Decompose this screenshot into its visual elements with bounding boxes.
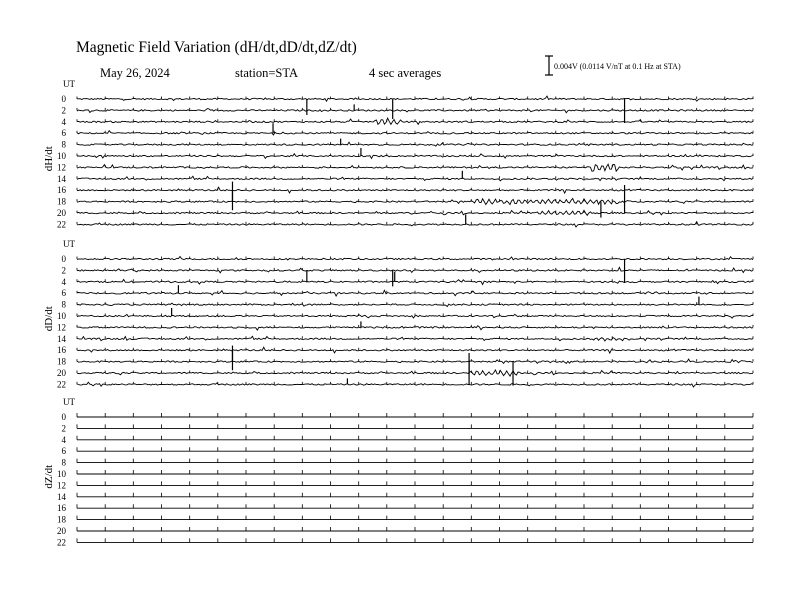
hour-label: 12: [57, 162, 66, 173]
hour-label: 2: [61, 105, 66, 116]
hour-label: 6: [61, 288, 66, 299]
chart-averaging: 4 sec averages: [369, 66, 442, 80]
trace-ticks: [77, 504, 753, 508]
hour-label: 14: [57, 333, 66, 344]
hour-label: 12: [57, 322, 66, 333]
hour-label: 16: [57, 503, 66, 514]
hour-label: 8: [61, 139, 66, 150]
trace-line: [77, 118, 753, 124]
hour-label: 20: [57, 208, 66, 218]
hour-label: 14: [57, 491, 66, 502]
hour-label: 10: [57, 469, 66, 479]
trace-ticks: [77, 413, 753, 417]
hour-label: 18: [57, 514, 66, 525]
trace-ticks: [77, 436, 753, 440]
hour-label: 4: [61, 276, 66, 287]
panel-ylabel: dD/dt: [43, 306, 55, 332]
trace-ticks: [77, 516, 753, 520]
trace-ticks: [77, 481, 753, 485]
panel-dD-dt: [43, 239, 753, 389]
hour-label: 6: [61, 128, 66, 139]
hour-label: 18: [57, 356, 66, 367]
ut-label: UT: [63, 397, 75, 407]
hour-label: 2: [61, 423, 66, 434]
hour-label: 0: [61, 94, 66, 104]
hour-label: 12: [57, 480, 66, 491]
trace-ticks: [77, 493, 753, 497]
chart-date: May 26, 2024: [100, 66, 170, 80]
trace-ticks: [77, 538, 753, 542]
hour-label: 10: [57, 311, 66, 321]
panel-ylabel: dZ/dt: [43, 464, 55, 489]
scale-bar: [545, 56, 681, 75]
panel-ylabel: dH/dt: [43, 146, 55, 172]
hour-label: 16: [57, 185, 66, 196]
hour-label: 8: [61, 457, 66, 468]
hour-label: 18: [57, 196, 66, 207]
panel-dH-dt: [43, 79, 753, 229]
hour-label: 0: [61, 254, 66, 264]
trace-ticks: [77, 527, 753, 531]
ut-label: UT: [63, 79, 75, 89]
panels: [43, 79, 753, 547]
hour-label: 22: [57, 379, 66, 390]
hour-label: 8: [61, 299, 66, 310]
chart-station: station=STA: [235, 66, 298, 80]
hour-label: 10: [57, 151, 66, 161]
hour-label: 0: [61, 412, 66, 422]
panel-dZ-dt: [43, 397, 753, 547]
hour-label: 22: [57, 219, 66, 230]
hour-label: 4: [61, 434, 66, 445]
trace-ticks: [77, 459, 753, 463]
hour-label: 4: [61, 116, 66, 127]
hour-label: 14: [57, 173, 66, 184]
ut-label: UT: [63, 239, 75, 249]
trace-ticks: [77, 424, 753, 428]
scale-bar-label: 0.004V (0.0114 V/nT at 0.1 Hz at STA): [554, 62, 681, 71]
chart-title: Magnetic Field Variation (dH/dt,dD/dt,dZ/dt): [76, 39, 357, 56]
trace-ticks: [77, 470, 753, 474]
hour-label: 6: [61, 446, 66, 457]
hour-label: 16: [57, 345, 66, 356]
hour-label: 20: [57, 526, 66, 536]
hour-label: 22: [57, 537, 66, 548]
hour-label: 20: [57, 368, 66, 378]
trace-ticks: [77, 447, 753, 451]
hour-label: 2: [61, 265, 66, 276]
